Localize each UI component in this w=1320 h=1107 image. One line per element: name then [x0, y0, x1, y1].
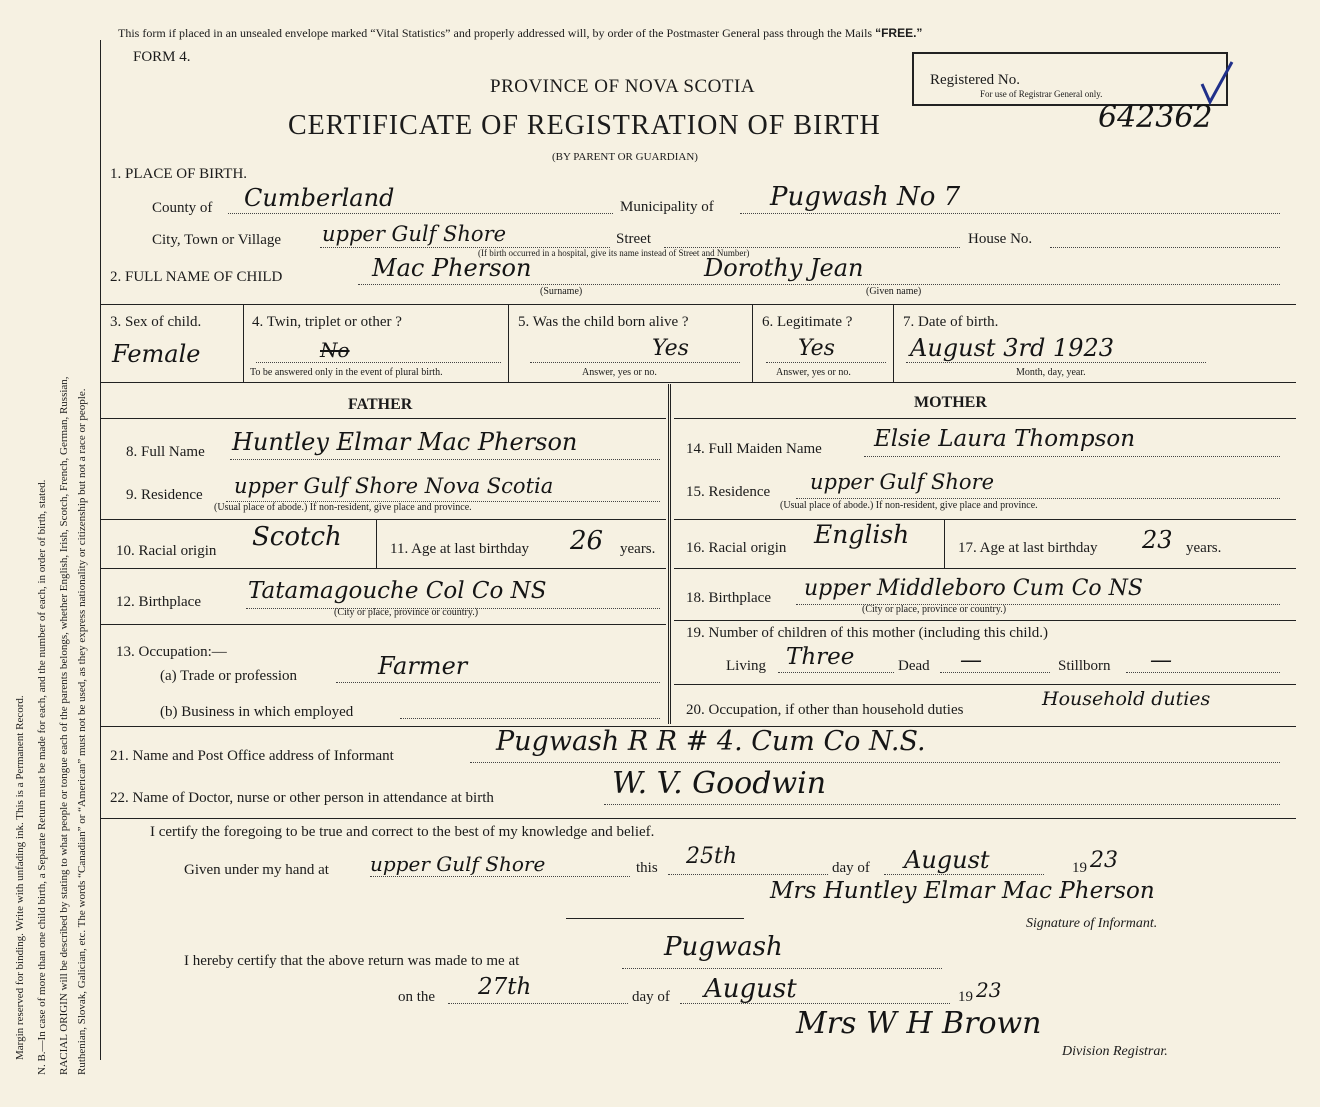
mother-birthplace-label: 18. Birthplace [686, 590, 771, 606]
father-residence-note: (Usual place of abode.) If non-resident, give place and province. [214, 502, 472, 513]
registrar-day-of-label: day of [632, 989, 670, 1005]
mother-age-label: 17. Age at last birthday [958, 540, 1098, 556]
registrar-year-prefix: 19 [958, 989, 973, 1005]
father-residence-value: upper Gulf Shore Nova Scotia [234, 474, 554, 498]
child-given-name: Dorothy Jean [704, 254, 864, 282]
mother-children-label: 19. Number of children of this mother (including this child.) [686, 625, 1049, 641]
registered-label: Registered No. [930, 72, 1020, 88]
mother-racial-origin-label: 16. Racial origin [686, 540, 787, 556]
registrar-statement: I hereby certify that the above return was made to me at [184, 953, 520, 969]
father-age-value: 26 [570, 526, 604, 556]
sex-label: 3. Sex of child. [110, 314, 202, 330]
given-under-hand-label: Given under my hand at [184, 862, 329, 878]
city-value: upper Gulf Shore [322, 222, 507, 246]
registered-number: 642362 [1098, 100, 1213, 135]
margin-note-separate-return: N. B.—In case of more than one child birth, a Separate Return must be made for each, and the number of each, in order of birth, stated. [36, 479, 48, 1075]
legitimate-value: Yes [798, 336, 835, 361]
postal-notice-text: This form if placed in an unsealed envelope marked “Vital Statistics” and properly addressed will, by order of the Postmaster General pass through the Mails [118, 26, 873, 40]
mother-occupation-value: Household duties [1042, 688, 1211, 710]
twin-value: No [320, 338, 350, 362]
legitimate-label: 6. Legitimate ? [762, 314, 853, 330]
given-name-caption: (Given name) [866, 286, 922, 297]
county-value: Cumberland [244, 184, 395, 212]
father-birthplace-label: 12. Birthplace [116, 594, 201, 610]
certification-day-of-label: day of [832, 860, 870, 876]
father-age-unit: years. [620, 541, 656, 557]
born-alive-note: Answer, yes or no. [582, 367, 657, 378]
father-business-label: (b) Business in which employed [160, 704, 354, 720]
province-heading: PROVINCE OF NOVA SCOTIA [490, 76, 756, 97]
mother-occupation-label: 20. Occupation, if other than household duties [686, 702, 964, 718]
certification-day-value: 25th [686, 844, 738, 869]
informant-signature: Mrs Huntley Elmar Mac Pherson [770, 878, 1155, 904]
postal-notice [118, 26, 922, 41]
father-residence-label: 9. Residence [126, 487, 203, 503]
registrar-caption: Division Registrar. [1062, 1044, 1168, 1059]
father-racial-origin-label: 10. Racial origin [116, 543, 217, 559]
margin-note-binding: Margin reserved for binding. Write with unfading ink. This is a Permanent Record. [14, 695, 26, 1060]
margin-note-nationality: Ruthenian, Slovak, Galician, etc. The words “Canadian” or “American” must not be used, as they express nationality or citizenship but not a race or people. [76, 388, 88, 1075]
house-number-label: House No. [968, 231, 1033, 247]
living-label: Living [726, 658, 766, 674]
municipality-value: Pugwash No 7 [770, 182, 961, 212]
mother-name-label: 14. Full Maiden Name [686, 441, 822, 457]
father-birthplace-value: Tatamagouche Col Co NS [248, 578, 547, 604]
father-trade-label: (a) Trade or profession [160, 668, 298, 684]
father-name-value: Huntley Elmar Mac Pherson [232, 428, 578, 456]
born-alive-value: Yes [652, 336, 689, 361]
stillborn-value: — [1150, 648, 1172, 673]
date-of-birth-note: Month, day, year. [1016, 367, 1086, 378]
mother-age-value: 23 [1142, 526, 1173, 554]
page-subtitle: (BY PARENT OR GUARDIAN) [552, 151, 698, 163]
doctor-value: W. V. Goodwin [612, 766, 827, 801]
certification-year-value: 23 [1090, 848, 1118, 873]
registrar-on-the-label: on the [398, 989, 436, 1005]
informant-value: Pugwash R R # 4. Cum Co N.S. [496, 726, 926, 757]
mother-name-value: Elsie Laura Thompson [874, 426, 1136, 452]
form-number: FORM 4. [133, 49, 191, 65]
street-label: Street [616, 231, 651, 247]
mother-birthplace-note: (City or place, province or country.) [862, 604, 1007, 615]
living-value: Three [786, 644, 855, 670]
this-label: this [636, 860, 658, 876]
child-surname: Mac Pherson [372, 254, 532, 282]
informant-label: 21. Name and Post Office address of Informant [110, 748, 394, 764]
dead-label: Dead [898, 658, 930, 674]
registrar-year-value: 23 [976, 978, 1002, 1002]
municipality-label: Municipality of [620, 199, 714, 215]
child-name-label: 2. FULL NAME OF CHILD [110, 269, 283, 285]
certification-month-value: August [904, 846, 990, 874]
father-name-label: 8. Full Name [126, 444, 205, 460]
registrar-month-value: August [704, 974, 797, 1004]
mother-age-unit: years. [1186, 540, 1222, 556]
father-heading: FATHER [348, 396, 413, 413]
registrar-signature: Mrs W H Brown [796, 1006, 1042, 1041]
sex-value: Female [112, 340, 201, 368]
place-of-birth-label: 1. PLACE OF BIRTH. [110, 166, 248, 182]
surname-caption: (Surname) [540, 286, 583, 297]
mother-racial-origin-value: English [814, 520, 910, 549]
date-of-birth-value: August 3rd 1923 [910, 334, 1115, 362]
legitimate-note: Answer, yes or no. [776, 367, 851, 378]
registrar-day-value: 27th [478, 974, 532, 1000]
doctor-label: 22. Name of Doctor, nurse or other person in attendance at birth [110, 790, 494, 806]
twin-label: 4. Twin, triplet or other ? [252, 314, 402, 330]
given-place-value: upper Gulf Shore [370, 852, 546, 876]
informant-signature-caption: Signature of Informant. [1026, 916, 1158, 931]
mother-residence-value: upper Gulf Shore [810, 470, 995, 494]
registrar-use-note: For use of Registrar General only. [980, 89, 1103, 99]
hospital-note: (If birth occurred in a hospital, give its name instead of Street and Number) [478, 248, 750, 258]
mother-residence-note: (Usual place of abode.) If non-resident, give place and province. [780, 500, 1038, 511]
mother-heading: MOTHER [914, 394, 987, 411]
twin-note: To be answered only in the event of plural birth. [250, 367, 443, 378]
father-racial-origin-value: Scotch [252, 522, 342, 552]
county-label: County of [152, 200, 213, 216]
registrar-place-value: Pugwash [664, 932, 783, 962]
city-label: City, Town or Village [152, 232, 282, 248]
margin-note-racial-origin: RACIAL ORIGIN will be described by stating to what people or tongue each of the parents belongs, whether English, Irish, Scotch, French, German, Russian, [58, 376, 70, 1075]
dead-value: — [960, 648, 982, 673]
father-birthplace-note: (City or place, province or country.) [334, 607, 479, 618]
mother-residence-label: 15. Residence [686, 484, 771, 500]
certification-statement: I certify the foregoing to be true and correct to the best of my knowledge and belief. [150, 824, 655, 840]
father-occupation-label: 13. Occupation:— [116, 644, 227, 660]
born-alive-label: 5. Was the child born alive ? [518, 314, 689, 330]
postal-free: “FREE.” [875, 26, 923, 40]
father-trade-value: Farmer [378, 652, 468, 680]
father-age-label: 11. Age at last birthday [390, 541, 529, 557]
stillborn-label: Stillborn [1058, 658, 1111, 674]
mother-birthplace-value: upper Middleboro Cum Co NS [804, 576, 1143, 601]
date-of-birth-label: 7. Date of birth. [903, 314, 999, 330]
certification-year-prefix: 19 [1072, 860, 1087, 876]
page-title: CERTIFICATE OF REGISTRATION OF BIRTH [288, 110, 881, 141]
